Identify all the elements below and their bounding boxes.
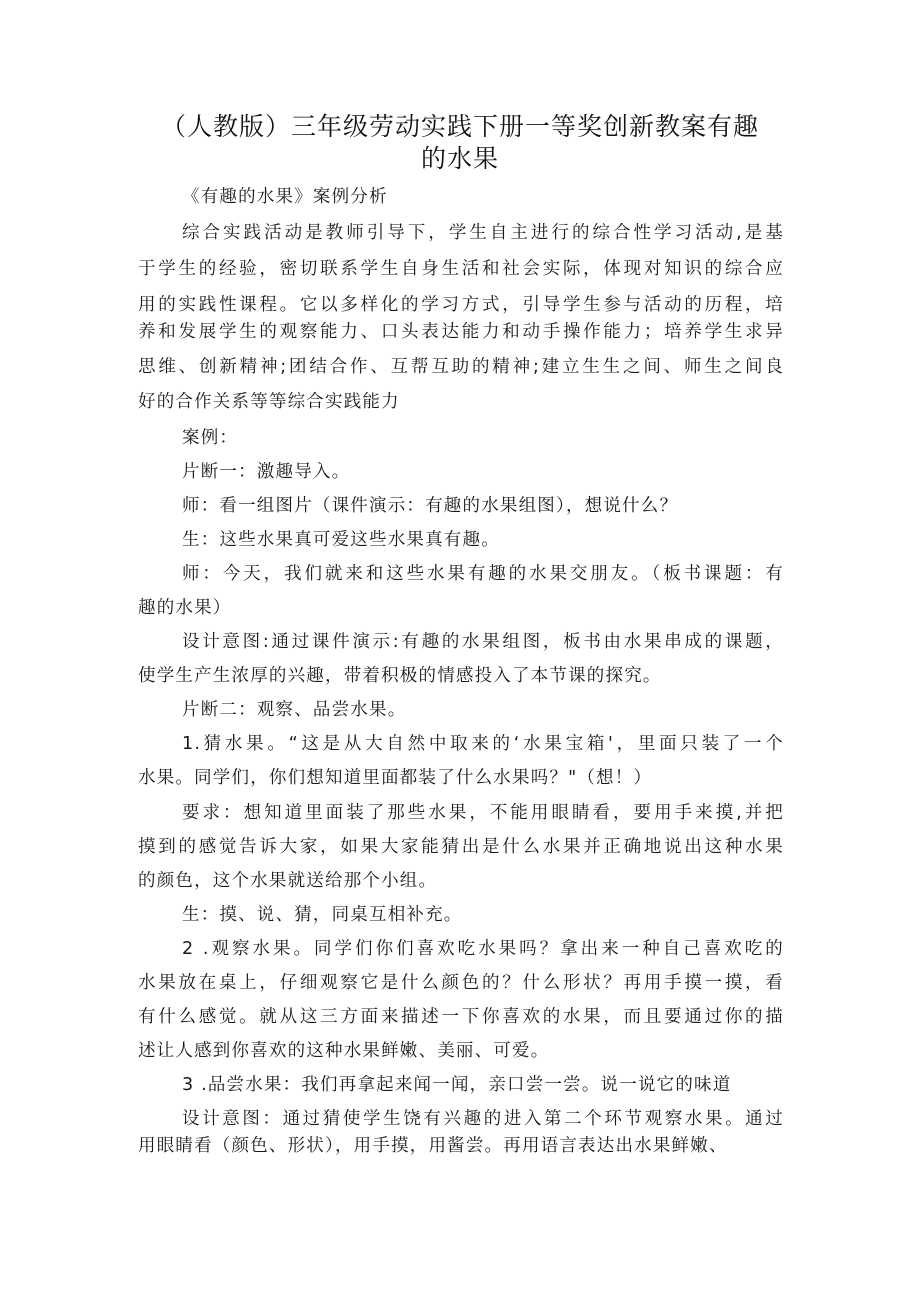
segment-heading: 片断一：激趣导入。 (182, 462, 351, 482)
paragraph-line: 养和发展学生的观察能力、口头表达能力和动手操作能力；培养学生求异 (138, 322, 784, 342)
case-analysis-heading: 《有趣的水果》案例分析 (182, 187, 388, 207)
design-intent-line: 设计意图:通过课件演示:有趣的水果组图，板书由水果串成的课题， (182, 632, 784, 652)
section-label: 案例： (182, 428, 239, 448)
design-intent-line: 使学生产生浓厚的兴趣，带着积极的情感投入了本节课的探究。 (138, 666, 662, 686)
paragraph-line: 思维、创新精神;团结合作、互帮互助的精神;建立生生之间、师生之间良 (138, 357, 784, 377)
dialogue-line: 师：今天，我们就来和这些水果有趣的水果交朋友。（板书课题：有 (182, 564, 784, 584)
paragraph-line: 综合实践活动是教师引导下，学生自主进行的综合性学习活动,是基 (182, 223, 784, 243)
paragraph-line: 用的实践性课程。它以多样化的学习方式，引导学生参与活动的历程，培 (138, 295, 784, 315)
dialogue-line: 师：看一组图片（课件演示：有趣的水果组图），想说什么？ (182, 496, 679, 516)
paragraph-line: 要求：想知道里面装了那些水果，不能用眼睛看，要用手来摸,并把 (182, 803, 784, 823)
dialogue-line: 趣的水果） (138, 598, 232, 618)
paragraph-line: 2 .观察水果。同学们你们喜欢吃水果吗？拿出来一种自己喜欢吃的 (182, 939, 784, 959)
paragraph-line: 好的合作关系等等综合实践能力 (138, 392, 400, 412)
paragraph-line: 于学生的经验，密切联系学生自身生活和社会实际，体现对知识的综合应 (138, 259, 784, 279)
document-title-line-1: （人教版）三年级劳动实践下册一等奖创新教案有趣 (160, 112, 759, 141)
paragraph-line: 水果。同学们，你们想知道里面都装了什么水果吗？"（想！） (138, 768, 653, 788)
design-intent-line: 设计意图：通过猜使学生饶有兴趣的进入第二个环节观察水果。通过 (182, 1109, 784, 1129)
paragraph-line: 1.猜水果。“这是从大自然中取来的‘水果宝箱'，里面只装了一个 (182, 734, 784, 754)
document-title-line-2: 的水果 (420, 144, 499, 173)
paragraph-line: 水果放在桌上，仔细观察它是什么颜色的？什么形状？再用手摸一摸，看 (138, 973, 784, 993)
paragraph-line: 有什么感觉。就从这三方面来描述一下你喜欢的水果，而且要通过你的描 (138, 1007, 784, 1027)
dialogue-line: 生：这些水果真可爱这些水果真有趣。 (182, 530, 500, 550)
paragraph-line: 3 .品尝水果：我们再拿起来闻一闻，亲口尝一尝。说一说它的味道 (182, 1075, 732, 1095)
paragraph-line: 摸到的感觉告诉大家，如果大家能猜出是什么水果并正确地说出这种水果 (138, 837, 784, 857)
dialogue-line: 生：摸、说、猜，同桌互相补充。 (182, 905, 463, 925)
paragraph-line: 的颜色，这个水果就送给那个小组。 (138, 871, 438, 891)
paragraph-line: 述让人感到你喜欢的这种水果鲜嫩、美丽、可爱。 (138, 1041, 550, 1061)
segment-heading: 片断二：观察、品尝水果。 (182, 700, 407, 720)
design-intent-line: 用眼睛看（颜色、形状），用手摸，用酱尝。再用语言表达出水果鲜嫩、 (138, 1136, 728, 1156)
